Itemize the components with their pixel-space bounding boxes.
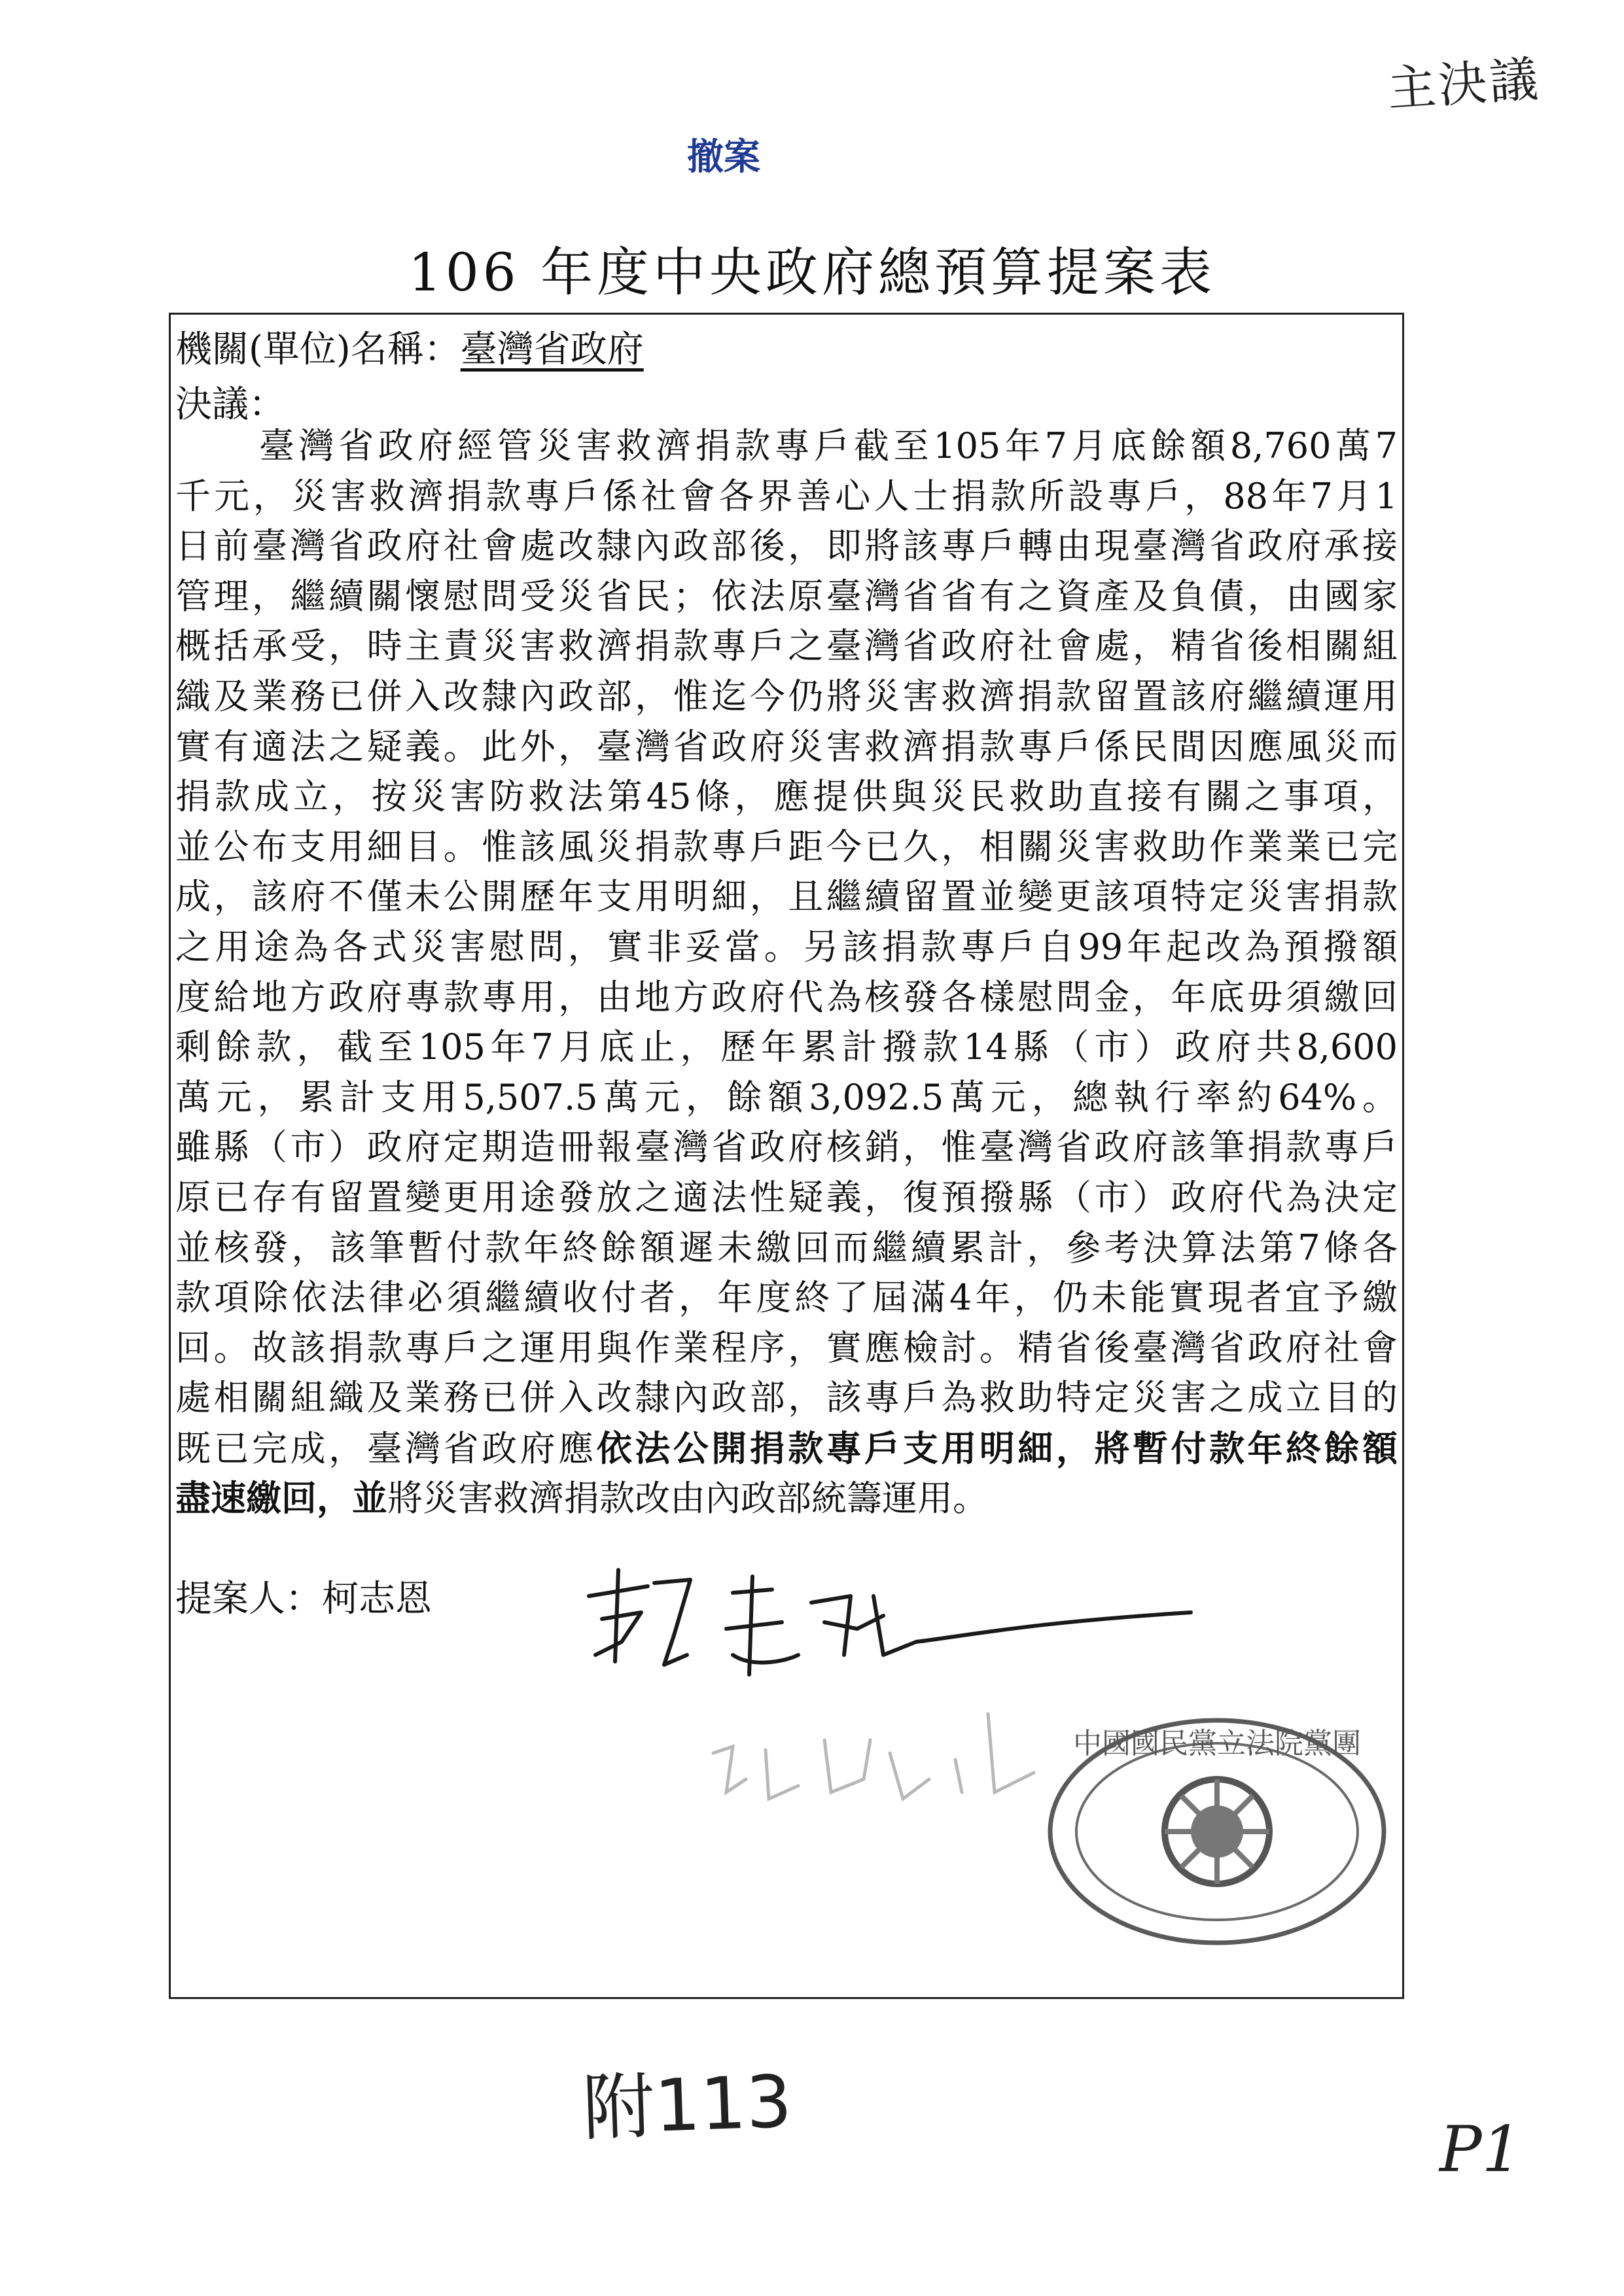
body-line: 織及業務已併入改隸內政部，惟迄今仍將災害救濟捐款留置該府繼續運用	[175, 675, 1398, 717]
body-line: 實有適法之疑義。此外，臺灣省政府災害救濟捐款專戶係民間因應風災而	[175, 725, 1398, 767]
proposer-label: 提案人：	[175, 1578, 322, 1620]
body-line: 之用途為各式災害慰問，實非妥當。另該捐款專戶自99年起改為預撥額	[175, 926, 1398, 967]
proposer-row	[175, 1570, 432, 1622]
body-line: 並核發，該筆暫付款年終餘額遲未繳回而繼續累計，參考決算法第7條各	[175, 1226, 1398, 1268]
resolution-body	[175, 421, 1398, 1523]
body-line: 雖縣（市）政府定期造冊報臺灣省政府核銷，惟臺灣省政府該筆捐款專戶	[175, 1126, 1398, 1168]
withdrawn-stamp: 撤案	[687, 136, 760, 179]
handwritten-attachment-number: 附113	[581, 2059, 794, 2151]
body-line: 成，該府不僅未公開歷年支用明細，且繼續留置並變更該項特定災害捐款	[175, 876, 1398, 918]
document-title: 106 年度中央政府總預算提案表	[408, 242, 1216, 303]
body-line: 處相關組織及業務已併入改隸內政部，該專戶為救助特定災害之成立目的	[175, 1377, 1398, 1419]
body-text: 既已完成，臺灣省政府應	[175, 1427, 597, 1469]
body-emphasis: 盡速繳回，並	[175, 1477, 387, 1520]
agency-label: 機關(單位)名稱：	[175, 328, 461, 371]
body-line: 捐款成立，按災害防救法第45條，應提供與災民救助直接有關之事項，	[175, 776, 1398, 818]
body-line: 日前臺灣省政府社會處改隸內政部後，即將該專戶轉由現臺灣省政府承接	[175, 525, 1398, 567]
handwritten-corner-note: 主決議	[1385, 50, 1543, 118]
seal-text: 中國國民黨立法院黨團	[1073, 1727, 1361, 1760]
body-line: 千元，災害救濟捐款專戶係社會各界善心人士捐款所設專戶，88年7月1	[175, 475, 1398, 517]
body-line-mixed	[175, 1473, 1398, 1523]
body-line: 臺灣省政府經管災害救濟捐款專戶截至105年7月底餘額8,760萬7	[259, 425, 1398, 466]
body-line: 剩餘款，截至105年7月底止，歷年累計撥款14縣（市）政府共8,600	[175, 1026, 1398, 1068]
handwritten-page-mark: P1	[1439, 2113, 1522, 2186]
resolution-label: 決議：	[175, 383, 285, 426]
body-line: 款項除依法律必須繼續收付者，年度終了屆滿4年，仍未能實現者宜予繳	[175, 1277, 1398, 1319]
official-seal	[1040, 1707, 1394, 1956]
body-emphasis: 依法公開捐款專戶支用明細，將暫付款年終餘額	[596, 1427, 1398, 1469]
proposer-name: 柯志恩	[322, 1578, 432, 1620]
body-line: 度給地方政府專款專用，由地方政府代為核發各樣慰問金，年底毋須繳回	[175, 976, 1398, 1018]
body-line: 原已存有留置變更用途發放之適法性疑義，復預撥縣（市）政府代為決定	[175, 1176, 1398, 1218]
body-line: 回。故該捐款專戶之運用與作業程序，實應檢討。精省後臺灣省政府社會	[175, 1327, 1398, 1368]
body-line: 並公布支用細目。惟該風災捐款專戶距今已久，相關災害救助作業業已完	[175, 826, 1398, 867]
handwritten-signature	[576, 1557, 1230, 1707]
agency-value: 臺灣省政府	[460, 328, 644, 371]
faint-handwriting	[707, 1701, 1047, 1818]
agency-row	[175, 321, 644, 373]
body-line-mixed	[175, 1423, 1398, 1474]
body-line: 管理，繼續關懷慰問受災省民；依法原臺灣省省有之資產及負債，由國家	[175, 575, 1398, 617]
body-line: 概括承受，時主責災害救濟捐款專戶之臺灣省政府社會處，精省後相關組	[175, 625, 1398, 667]
body-text: 將災害救濟捐款改由內政部統籌運用。	[387, 1478, 988, 1520]
body-line: 萬元，累計支用5,507.5萬元，餘額3,092.5萬元，總執行率約64%。	[175, 1076, 1398, 1118]
